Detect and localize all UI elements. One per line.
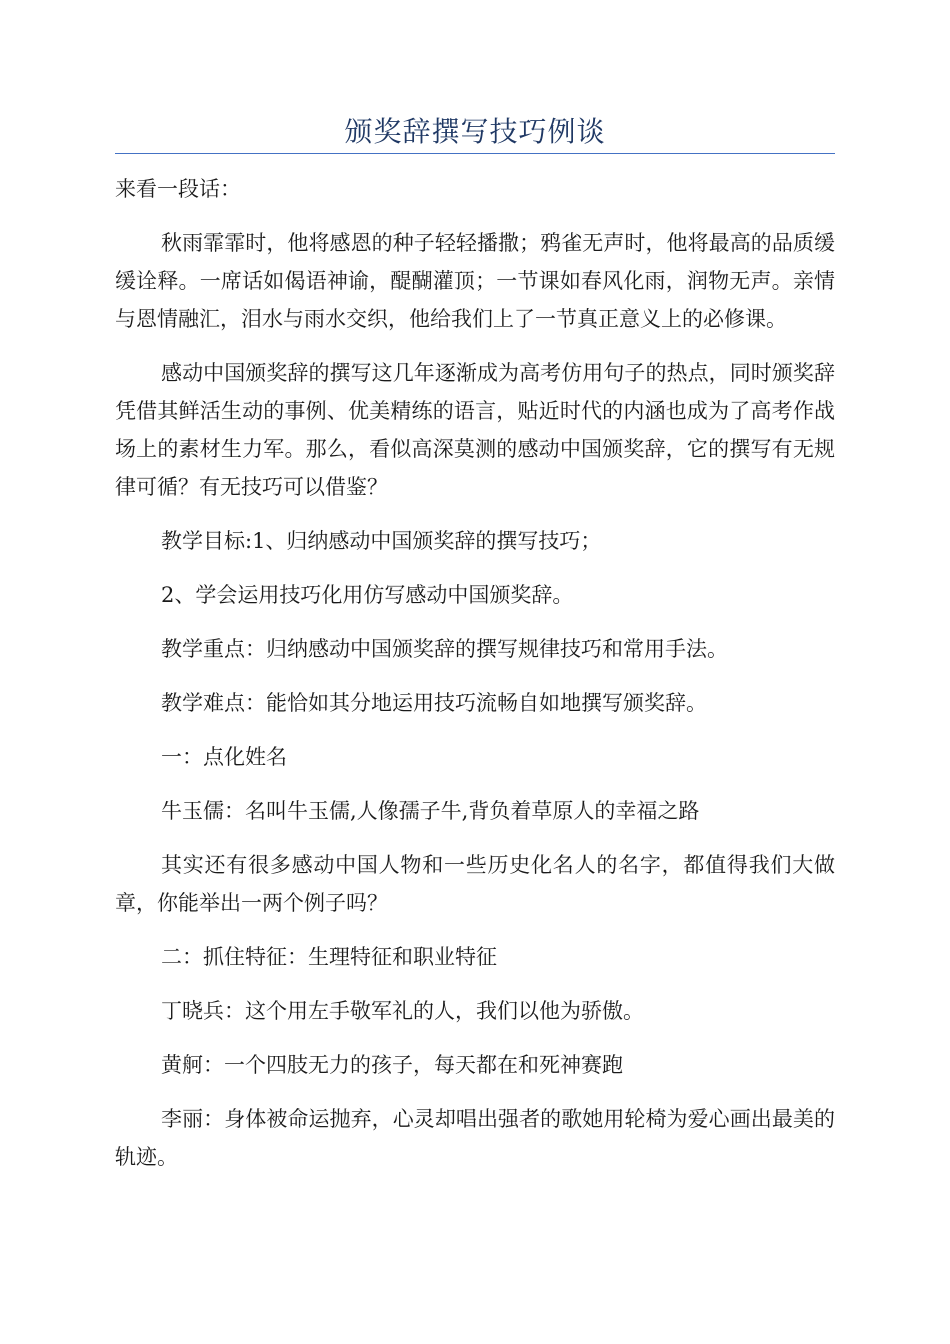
paragraph: 教学目标:1、归纳感动中国颁奖辞的撰写技巧； xyxy=(161,529,602,553)
title-underline xyxy=(115,153,835,154)
paragraph: 教学重点：归纳感动中国颁奖辞的撰写规律技巧和常用手法。 xyxy=(161,637,728,661)
section-heading: 一：点化姓名 xyxy=(161,745,287,769)
paragraph: 其实还有很多感动中国人物和一些历史化名人的名字，都值得我们大做章，你能举出一两个例子吗？ xyxy=(115,853,835,915)
paragraph: 感动中国颁奖辞的撰写这几年逐渐成为高考仿用句子的热点，同时颁奖辞凭借其鲜活生动的事例、优美精练的语言，贴近时代的内涵也成为了高考作战场上的素材生力军。那么，看似高深莫测的感动中国颁奖辞，它的撰写有无规律可循？有无技巧可以借鉴？ xyxy=(115,361,835,499)
paragraph: 牛玉儒：名叫牛玉儒,人像孺子牛,背负着草原人的幸福之路 xyxy=(161,799,700,823)
paragraph: 教学难点：能恰如其分地运用技巧流畅自如地撰写颁奖辞。 xyxy=(161,691,707,715)
paragraph: 2、学会运用技巧化用仿写感动中国颁奖辞。 xyxy=(161,583,574,607)
document-title: 颁奖辞撰写技巧例谈 xyxy=(344,115,606,148)
section-heading: 二：抓住特征：生理特征和职业特征 xyxy=(161,945,497,969)
paragraph: 丁晓兵：这个用左手敬军礼的人，我们以他为骄傲。 xyxy=(161,999,644,1023)
document-body xyxy=(115,170,835,1192)
paragraph: 来看一段话： xyxy=(115,177,241,201)
paragraph: 李丽：身体被命运抛弃，心灵却唱出强者的歌她用轮椅为爱心画出最美的轨迹。 xyxy=(115,1107,835,1169)
paragraph: 黄舸：一个四肢无力的孩子，每天都在和死神赛跑 xyxy=(161,1053,623,1077)
paragraph: 秋雨霏霏时，他将感恩的种子轻轻播撒；鸦雀无声时，他将最高的品质缓缓诠释。一席话如偈语神谕，醍醐灌顶；一节课如春风化雨，润物无声。亲情与恩情融汇，泪水与雨水交织，他给我们上了一节真正意义上的必修课。 xyxy=(115,231,835,331)
